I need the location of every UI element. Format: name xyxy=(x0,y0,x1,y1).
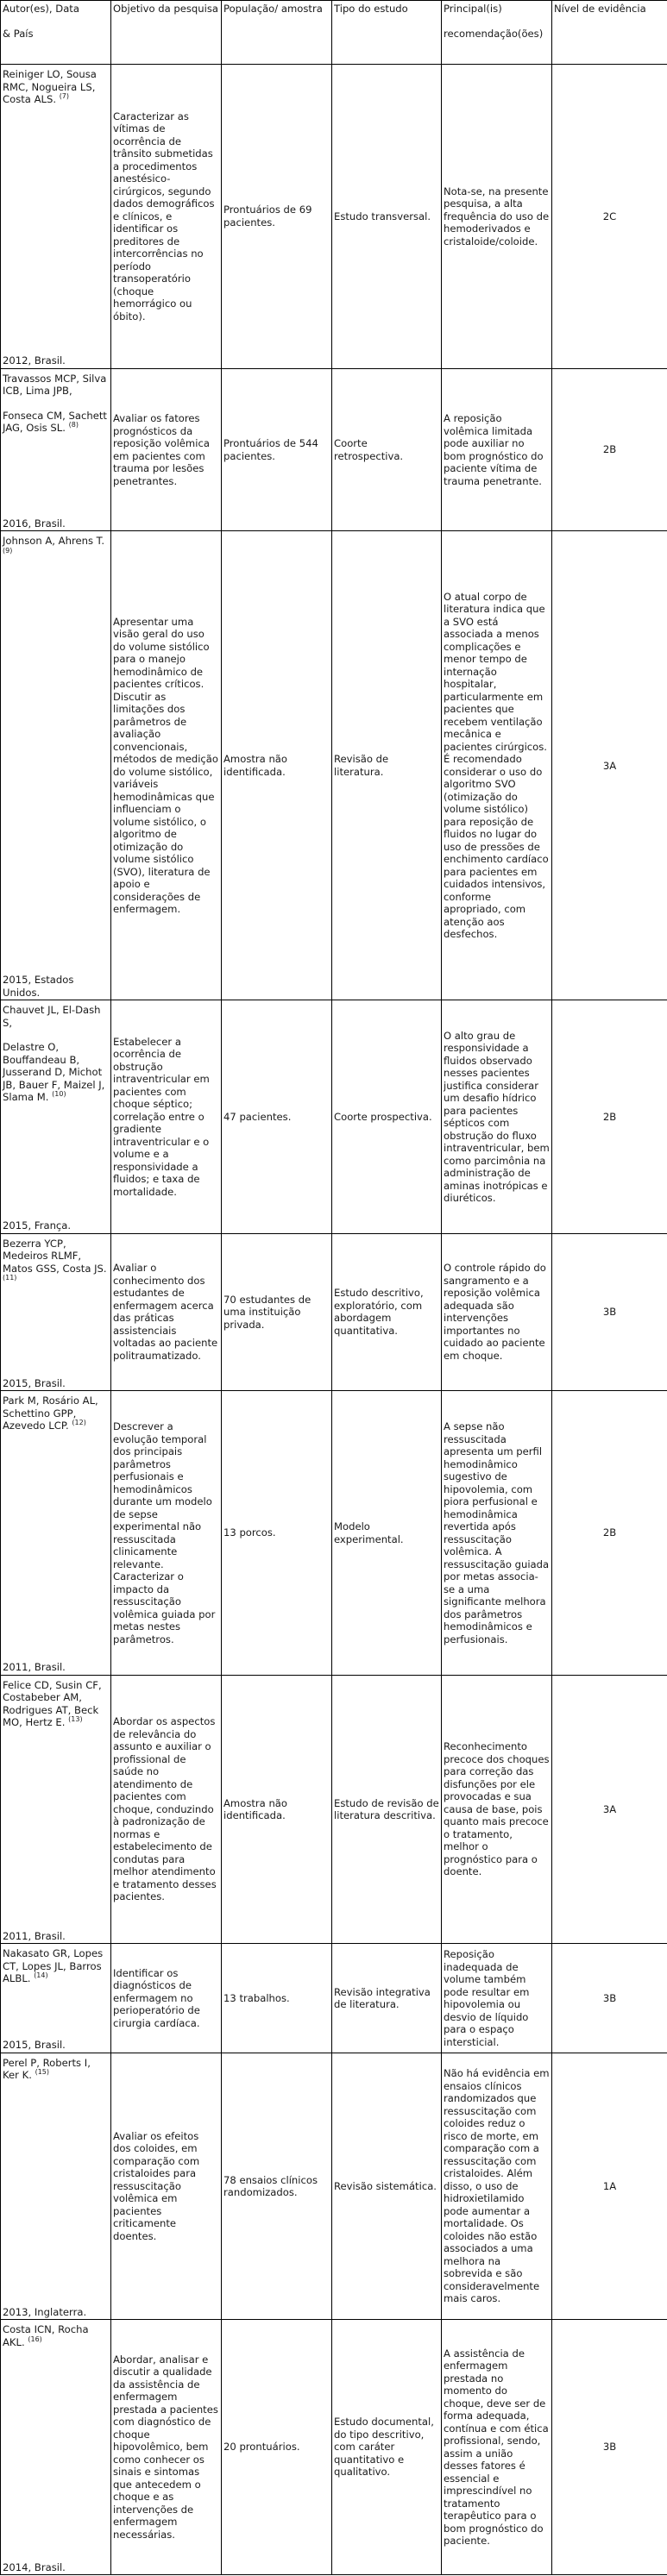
recommendation-text: Não há evidência em ensaios clínicos randomizados que ressuscitação com coloides reduz o risco de morte, em comparação com a ressuscitação com cristaloides. Além disso, o uso de hidroxietilamido pode aumentar a mortalidade. Os coloides não estão associados a uma melhora na sobrevida e são consideravelmente mais caros. xyxy=(444,2067,550,2305)
evidence-level-text: 2C xyxy=(602,210,617,223)
population-text: Prontuários de 69 pacientes. xyxy=(223,204,312,229)
cell-recommendation xyxy=(442,2320,552,2575)
recommendation-text: Reposição inadequada de volume também pode resultar em hipovolemia ou desvio de líquido para o espaço intersticial. xyxy=(444,1948,530,2048)
objective-text: Estabelecer a ocorrência de obstrução intraventricular em pacientes com choque séptico; correlação entre o gradiente intraventricular e o volume e a responsividade a fluidos; e taxa de mortalidade. xyxy=(113,1035,210,1198)
objective-text: Descrever a evolução temporal dos principais parâmetros perfusionais e hemodinâmicos durante um modelo de sepse experimental não ressuscitada clinicamente relevante. Caracterizar o impacto da ressuscitação volêmica guiada por metas nestes parâmetros. xyxy=(113,1420,216,1645)
recommendation-text: Reconhecimento precoce dos choques para correção das disfunções por ele provocadas e sua causa de base, pois quanto mais precoce o tratamento, melhor o prognóstico para o doente. xyxy=(444,1740,550,1878)
objective-text: Apresentar uma visão geral do uso do volume sistólico para o manejo hemodinâmico de pacientes críticos. Discutir as limitações dos parâmetros de avaliação convencionais, métodos de medição do volume sistólico, variáveis hemodinâmicas que influenciam o volume sistólico, o algoritmo de otimização do volume sistólico (SVO), literatura de apoio e considerações de enfermagem. xyxy=(113,615,219,916)
table-row xyxy=(1,2053,667,2319)
cell-study-type xyxy=(332,1675,442,1944)
authors-text-continued: Delastre O, Bouffandeau B, Jusserand D, Michot JB, Bauer F, Maizel J, Slama M. xyxy=(3,1041,105,1104)
cell-study-type xyxy=(332,2053,442,2319)
cell-evidence-level xyxy=(552,1944,667,2053)
cell-recommendation xyxy=(442,1391,552,1676)
cell-evidence-level xyxy=(552,2320,667,2575)
reference-number: (10) xyxy=(52,1090,66,1099)
table-row xyxy=(1,1675,667,1944)
evidence-level-text: 3A xyxy=(602,1802,617,1815)
table-row xyxy=(1,1233,667,1391)
study-type-text: Estudo de revisão de literatura descritiva. xyxy=(334,1796,439,1822)
population-text: 20 prontuários. xyxy=(223,2441,300,2454)
authors-text-continued: Fonseca CM, Sachett JAG, Osis SL. xyxy=(3,409,107,435)
reference-number: (16) xyxy=(28,2335,42,2343)
authors-text: Park M, Rosário AL, Schettino GPP, Azevedo LCP. xyxy=(3,1395,98,1432)
objective-text: Identificar os diagnósticos de enfermagem no perioperatório de cirurgia cardíaca. xyxy=(113,1966,200,2029)
year-country: 2012, Brasil. xyxy=(3,354,66,367)
objective-text: Abordar, analisar e discutir a qualidade da assistência de enfermagem prestada a pacientes com diagnóstico de choque hipovolêmico, bem como conhecer os sinais e sintomas que antecedem o choque e as intervenções de enfermagem necessárias. xyxy=(113,2353,218,2541)
cell-population xyxy=(222,65,332,369)
table-row xyxy=(1,1000,667,1233)
cell-objective xyxy=(111,1233,222,1391)
year-country: 2015, Brasil. xyxy=(3,1376,66,1389)
cell-study-type xyxy=(332,1233,442,1391)
header-recommendation-label: recomendação(ões) xyxy=(444,27,544,40)
table-row xyxy=(1,531,667,1000)
reference-number: (7) xyxy=(59,92,70,101)
recommendation-text: O atual corpo de literatura indica que a SVO está associada a menos complicações e menor tempo de internação hospitalar, particularmente em pacientes que recebem ventilação mecânica e pacientes cirúrgicos. É recomendado considerar o uso do algoritmo SVO (otimização do volume sistólico) para reposição de fluidos no lugar do uso de pressões de enchimento cardíaco para pacientes em cuidados intensivos, conforme apropriado, com atenção aos desfechos. xyxy=(444,590,549,941)
header-recommendation xyxy=(442,1,552,65)
cell-authors xyxy=(1,65,111,369)
year-country: 2011, Brasil. xyxy=(3,1661,66,1674)
cell-recommendation xyxy=(442,1675,552,1944)
cell-authors xyxy=(1,1675,111,1944)
reference-number: (8) xyxy=(68,421,79,429)
objective-text: Avaliar os fatores prognósticos da reposição volêmica em pacientes com trauma por lesões penetrantes. xyxy=(113,412,210,487)
cell-evidence-level xyxy=(552,1391,667,1676)
recommendation-text: O alto grau de responsividade a fluidos observado nesses pacientes justifica considerar um desafio hídrico para pacientes sépticos com obstrução do fluxo intraventricular, bem como parcimônia na administração de aminas inotrópicas e diuréticos. xyxy=(444,1029,550,1204)
cell-objective xyxy=(111,65,222,369)
population-text: Amostra não identificada. xyxy=(223,1796,288,1822)
cell-study-type xyxy=(332,1000,442,1233)
authors-text: Travassos MCP, Silva ICB, Lima JPB, xyxy=(3,372,107,398)
population-text: 78 ensaios clínicos randomizados. xyxy=(223,2173,318,2199)
population-text: 47 pacientes. xyxy=(223,1110,292,1123)
cell-evidence-level xyxy=(552,65,667,369)
study-type-text: Estudo transversal. xyxy=(334,210,431,223)
reference-number: (11) xyxy=(3,1274,17,1282)
authors-text: Bezerra YCP, Medeiros RLMF, Matos GSS, Costa JS. xyxy=(3,1237,107,1275)
authors-text: Johnson A, Ahrens T. xyxy=(3,535,105,548)
cell-study-type xyxy=(332,1944,442,2053)
cell-objective xyxy=(111,1391,222,1676)
recommendation-text: Nota-se, na presente pesquisa, a alta frequência do uso de hemoderivados e cristaloide/coloide. xyxy=(444,185,550,248)
cell-study-type xyxy=(332,531,442,1000)
study-type-text: Revisão de literatura. xyxy=(334,753,389,778)
cell-evidence-level xyxy=(552,1000,667,1233)
evidence-level-text: 1A xyxy=(602,2179,617,2192)
cell-objective xyxy=(111,1675,222,1944)
cell-recommendation xyxy=(442,1944,552,2053)
population-text: Prontuários de 544 pacientes. xyxy=(223,437,318,462)
study-type-text: Coorte prospectiva. xyxy=(334,1110,432,1123)
authors-text: Costa ICN, Rocha AKL. xyxy=(3,2323,89,2348)
cell-recommendation xyxy=(442,65,552,369)
cell-study-type xyxy=(332,1391,442,1676)
reference-number: (15) xyxy=(35,2068,50,2077)
cell-authors xyxy=(1,2053,111,2319)
year-country: 2016, Brasil. xyxy=(3,517,66,530)
cell-study-type xyxy=(332,65,442,369)
cell-population xyxy=(222,368,332,530)
evidence-level-text: 2B xyxy=(602,1526,617,1539)
cell-objective xyxy=(111,2320,222,2575)
cell-authors xyxy=(1,1944,111,2053)
population-text: 13 porcos. xyxy=(223,1526,276,1539)
year-country: 2015, Brasil. xyxy=(3,2039,66,2052)
cell-authors xyxy=(1,1000,111,1233)
authors-text: Felice CD, Susin CF, Costabeber AM, Rodrigues AT, Beck MO, Hertz E. xyxy=(3,1678,102,1729)
cell-recommendation xyxy=(442,368,552,530)
year-country: 2011, Brasil. xyxy=(3,1929,66,1942)
table-row xyxy=(1,2320,667,2575)
cell-evidence-level xyxy=(552,1675,667,1944)
cell-authors xyxy=(1,1233,111,1391)
header-evidence-level: Nível de evidência xyxy=(552,1,667,65)
header-population: População/ amostra xyxy=(222,1,332,65)
table-row xyxy=(1,1391,667,1676)
table-row xyxy=(1,65,667,369)
year-country: 2015, França. xyxy=(3,1219,72,1232)
evidence-level-text: 3A xyxy=(602,759,617,772)
table-row xyxy=(1,1944,667,2053)
objective-text: Avaliar o conhecimento dos estudantes de enfermagem acerca das práticas assistenciais voltadas ao paciente politraumatizado. xyxy=(113,1262,218,1362)
header-author xyxy=(1,1,111,65)
cell-population xyxy=(222,531,332,1000)
cell-objective xyxy=(111,1944,222,2053)
cell-objective xyxy=(111,368,222,530)
cell-population xyxy=(222,1675,332,1944)
evidence-level-text: 3B xyxy=(602,2441,617,2454)
reference-number: (13) xyxy=(68,1715,83,1724)
evidence-level-text: 3B xyxy=(602,1991,617,2004)
year-country: 2014, Brasil. xyxy=(3,2560,66,2573)
authors-text: Nakasato GR, Lopes CT, Lopes JL, Barros ALBL. xyxy=(3,1947,104,1985)
cell-recommendation xyxy=(442,2053,552,2319)
cell-population xyxy=(222,1944,332,2053)
recommendation-text: A sepse não ressuscitada apresenta um perfil hemodinâmico sugestivo de hipovolemia, com piora perfusional e hemodinâmica revertida após ressuscitação volêmica. A ressuscitação guiada por metas associa-se a uma significante melhora dos parâmetros hemodinâmicos e perfusionais. xyxy=(444,1420,550,1645)
table-row xyxy=(1,368,667,530)
population-text: 70 estudantes de uma instituição privada. xyxy=(223,1293,311,1331)
cell-study-type xyxy=(332,368,442,530)
year-country: 2015, Estados Unidos. xyxy=(3,974,74,999)
cell-objective xyxy=(111,531,222,1000)
header-author-line1: Autor(es), Data xyxy=(3,3,79,15)
cell-evidence-level xyxy=(552,531,667,1000)
header-study-type: Tipo do estudo xyxy=(332,1,442,65)
study-type-text: Coorte retrospectiva. xyxy=(334,437,404,462)
authors-text: Perel P, Roberts I, Ker K. xyxy=(3,2056,91,2082)
study-type-text: Revisão sistemática. xyxy=(334,2179,437,2192)
cell-population xyxy=(222,1000,332,1233)
cell-objective xyxy=(111,2053,222,2319)
year-country: 2013, Inglaterra. xyxy=(3,2305,87,2318)
cell-recommendation xyxy=(442,531,552,1000)
cell-evidence-level xyxy=(552,368,667,530)
evidence-level-text: 2B xyxy=(602,443,617,456)
cell-population xyxy=(222,2053,332,2319)
cell-recommendation xyxy=(442,1000,552,1233)
cell-evidence-level xyxy=(552,1233,667,1391)
study-type-text: Revisão integrativa de literatura. xyxy=(334,1985,431,2011)
reference-number: (14) xyxy=(34,1971,48,1980)
evidence-level-text: 3B xyxy=(602,1306,617,1319)
authors-text: Reiniger LO, Sousa RMC, Nogueira LS, Costa ALS. xyxy=(3,68,97,105)
cell-authors xyxy=(1,368,111,530)
recommendation-text: A assistência de enfermagem prestada no momento do choque, deve ser de forma adequada, contínua e com ética profissional, sendo, assim a união desses fatores é essencial e imprescindível no tratamento terapêutico para o bom prognóstico do paciente. xyxy=(444,2347,549,2548)
header-row xyxy=(1,1,667,65)
study-type-text: Estudo documental, do tipo descritivo, com caráter quantitativo e qualitativo. xyxy=(334,2416,434,2479)
authors-text: Chauvet JL, El-Dash S, xyxy=(3,1004,101,1029)
cell-authors xyxy=(1,1391,111,1676)
objective-text: Avaliar os efeitos dos coloides, em comparação com cristaloides para ressuscitação volêmica em pacientes criticamente doentes. xyxy=(113,2129,200,2242)
reference-number: (9) xyxy=(3,546,13,555)
cell-authors xyxy=(1,531,111,1000)
cell-recommendation xyxy=(442,1233,552,1391)
cell-authors xyxy=(1,2320,111,2575)
study-type-text: Estudo descritivo, exploratório, com abordagem quantitativa. xyxy=(334,1287,424,1337)
population-text: Amostra não identificada. xyxy=(223,753,288,778)
objective-text: Abordar os aspectos de relevância do assunto e auxiliar o profissional de saúde no atendimento de pacientes com choque, conduzindo à padronização de normas e estabelecimento de condutas para melhor atendimento e tratamento desses pacientes. xyxy=(113,1715,217,1903)
recommendation-text: O controle rápido do sangramento e a reposição volêmica adequada são intervenções importantes no cuidado ao paciente em choque. xyxy=(444,1262,546,1362)
cell-objective xyxy=(111,1000,222,1233)
cell-evidence-level xyxy=(552,2053,667,2319)
cell-population xyxy=(222,1233,332,1391)
header-author-line2: & País xyxy=(3,27,34,40)
header-principal: Principal(is) xyxy=(444,3,502,15)
evidence-level-text: 2B xyxy=(602,1110,617,1123)
objective-text: Caracterizar as vítimas de ocorrência de trânsito submetidas a procedimentos anestésico-cirúrgicos, segundo dados demográficos e clínicos, e identificar os preditores de intercorrências no período transoperatório (choque hemorrágico ou óbito). xyxy=(113,110,215,323)
cell-study-type xyxy=(332,2320,442,2575)
reference-number: (12) xyxy=(72,1419,86,1427)
recommendation-text: A reposição volêmica limitada pode auxiliar no bom prognóstico do paciente vítima de trauma penetrante. xyxy=(444,412,544,487)
header-objective: Objetivo da pesquisa xyxy=(111,1,222,65)
cell-population xyxy=(222,1391,332,1676)
population-text: 13 trabalhos. xyxy=(223,1991,290,2004)
cell-population xyxy=(222,2320,332,2575)
study-type-text: Modelo experimental. xyxy=(334,1520,404,1545)
